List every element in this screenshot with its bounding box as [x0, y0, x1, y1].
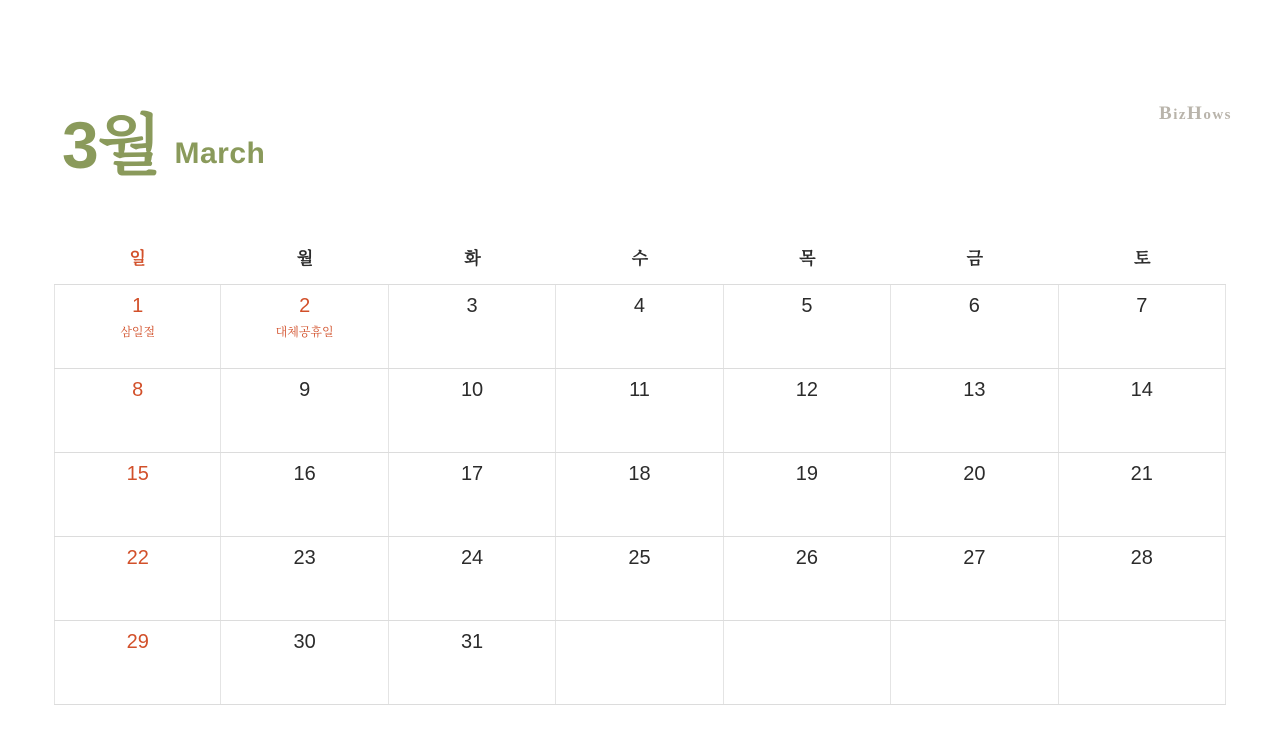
- weekday-thu: 목: [799, 248, 816, 268]
- day-cell[interactable]: [221, 285, 388, 368]
- day-number: 21: [1130, 463, 1153, 485]
- day-cell[interactable]: [891, 285, 1058, 368]
- week-row: [54, 537, 1226, 621]
- week-row: [54, 285, 1226, 369]
- day-cell-empty: [891, 621, 1058, 704]
- day-cell[interactable]: [891, 453, 1058, 536]
- day-cell[interactable]: [54, 453, 221, 536]
- day-number: 11: [629, 379, 650, 401]
- day-number: 6: [968, 295, 980, 317]
- day-cell[interactable]: [389, 453, 556, 536]
- day-number: 26: [795, 547, 819, 569]
- day-number: 2: [299, 295, 311, 317]
- day-number: 15: [126, 463, 149, 485]
- day-number: 1: [132, 295, 144, 317]
- day-cell[interactable]: [389, 369, 556, 452]
- day-cell[interactable]: [1059, 453, 1226, 536]
- day-number: 19: [795, 463, 819, 485]
- day-cell[interactable]: [724, 537, 891, 620]
- weekday-sat: 토: [1134, 248, 1151, 268]
- day-number: 8: [132, 379, 144, 401]
- day-cell[interactable]: [724, 369, 891, 452]
- day-cell[interactable]: [221, 453, 388, 536]
- weekday-wed: 수: [631, 248, 649, 268]
- weekday-sun: 일: [129, 248, 146, 268]
- brand-text-ows: ows: [1203, 107, 1232, 123]
- day-number: 25: [628, 547, 651, 569]
- week-row: [54, 621, 1226, 705]
- day-cell[interactable]: [556, 369, 723, 452]
- day-number: 16: [293, 463, 316, 485]
- day-number: 12: [795, 379, 819, 401]
- day-number: 30: [293, 631, 316, 653]
- day-cell-empty: [724, 621, 891, 704]
- brand-logo: [1159, 103, 1232, 125]
- page-title: [62, 108, 266, 182]
- day-cell[interactable]: [556, 285, 723, 368]
- day-number: 17: [460, 463, 484, 485]
- calendar-weeks: [54, 284, 1226, 705]
- month-title-korean: 3월: [62, 108, 161, 182]
- month-title-english: March: [174, 137, 266, 170]
- brand-letter-b: B: [1159, 103, 1174, 124]
- day-cell[interactable]: [389, 537, 556, 620]
- day-cell[interactable]: [389, 285, 556, 368]
- day-cell[interactable]: [724, 453, 891, 536]
- day-cell[interactable]: [556, 453, 723, 536]
- day-number: 3: [466, 295, 478, 317]
- brand-letter-h: H: [1187, 103, 1204, 124]
- weekday-mon: 월: [296, 248, 314, 268]
- day-number: 4: [633, 295, 646, 317]
- day-cell[interactable]: [724, 285, 891, 368]
- day-number: 14: [1130, 379, 1153, 401]
- weekday-fri: 금: [966, 248, 984, 268]
- day-number: 5: [801, 295, 813, 317]
- day-cell[interactable]: [54, 537, 221, 620]
- weekday-header-row: [54, 228, 1226, 284]
- day-number: 20: [963, 463, 986, 485]
- day-cell[interactable]: [54, 369, 221, 452]
- day-number: 7: [1136, 295, 1148, 317]
- day-cell[interactable]: [54, 621, 221, 704]
- day-cell[interactable]: [891, 369, 1058, 452]
- calendar-grid: [54, 228, 1226, 705]
- day-number: 31: [460, 631, 484, 653]
- day-number: 9: [299, 379, 311, 401]
- brand-text-iz: iz: [1173, 107, 1188, 123]
- day-cell[interactable]: [389, 621, 556, 704]
- week-row: [54, 453, 1226, 537]
- day-cell[interactable]: [891, 537, 1058, 620]
- day-number: 22: [126, 547, 149, 569]
- day-cell[interactable]: [1059, 369, 1226, 452]
- day-number: 29: [126, 631, 149, 653]
- day-event-label: 대체공휴일: [275, 325, 334, 339]
- day-cell[interactable]: [221, 621, 388, 704]
- weekday-tue: 화: [464, 248, 481, 268]
- day-number: 13: [963, 379, 986, 401]
- day-number: 28: [1130, 547, 1153, 569]
- day-number: 18: [628, 463, 651, 485]
- day-cell-empty: [556, 621, 723, 704]
- day-number: 24: [460, 547, 484, 569]
- day-number: 23: [293, 547, 316, 569]
- day-cell[interactable]: [221, 537, 388, 620]
- day-cell[interactable]: [221, 369, 388, 452]
- day-number: 27: [963, 547, 986, 569]
- day-cell[interactable]: [556, 537, 723, 620]
- day-cell-empty: [1059, 621, 1226, 704]
- day-cell[interactable]: [54, 285, 221, 368]
- week-row: [54, 369, 1226, 453]
- day-cell[interactable]: [1059, 285, 1226, 368]
- day-number: 10: [460, 379, 484, 401]
- day-event-label: 삼일절: [120, 325, 156, 339]
- day-cell[interactable]: [1059, 537, 1226, 620]
